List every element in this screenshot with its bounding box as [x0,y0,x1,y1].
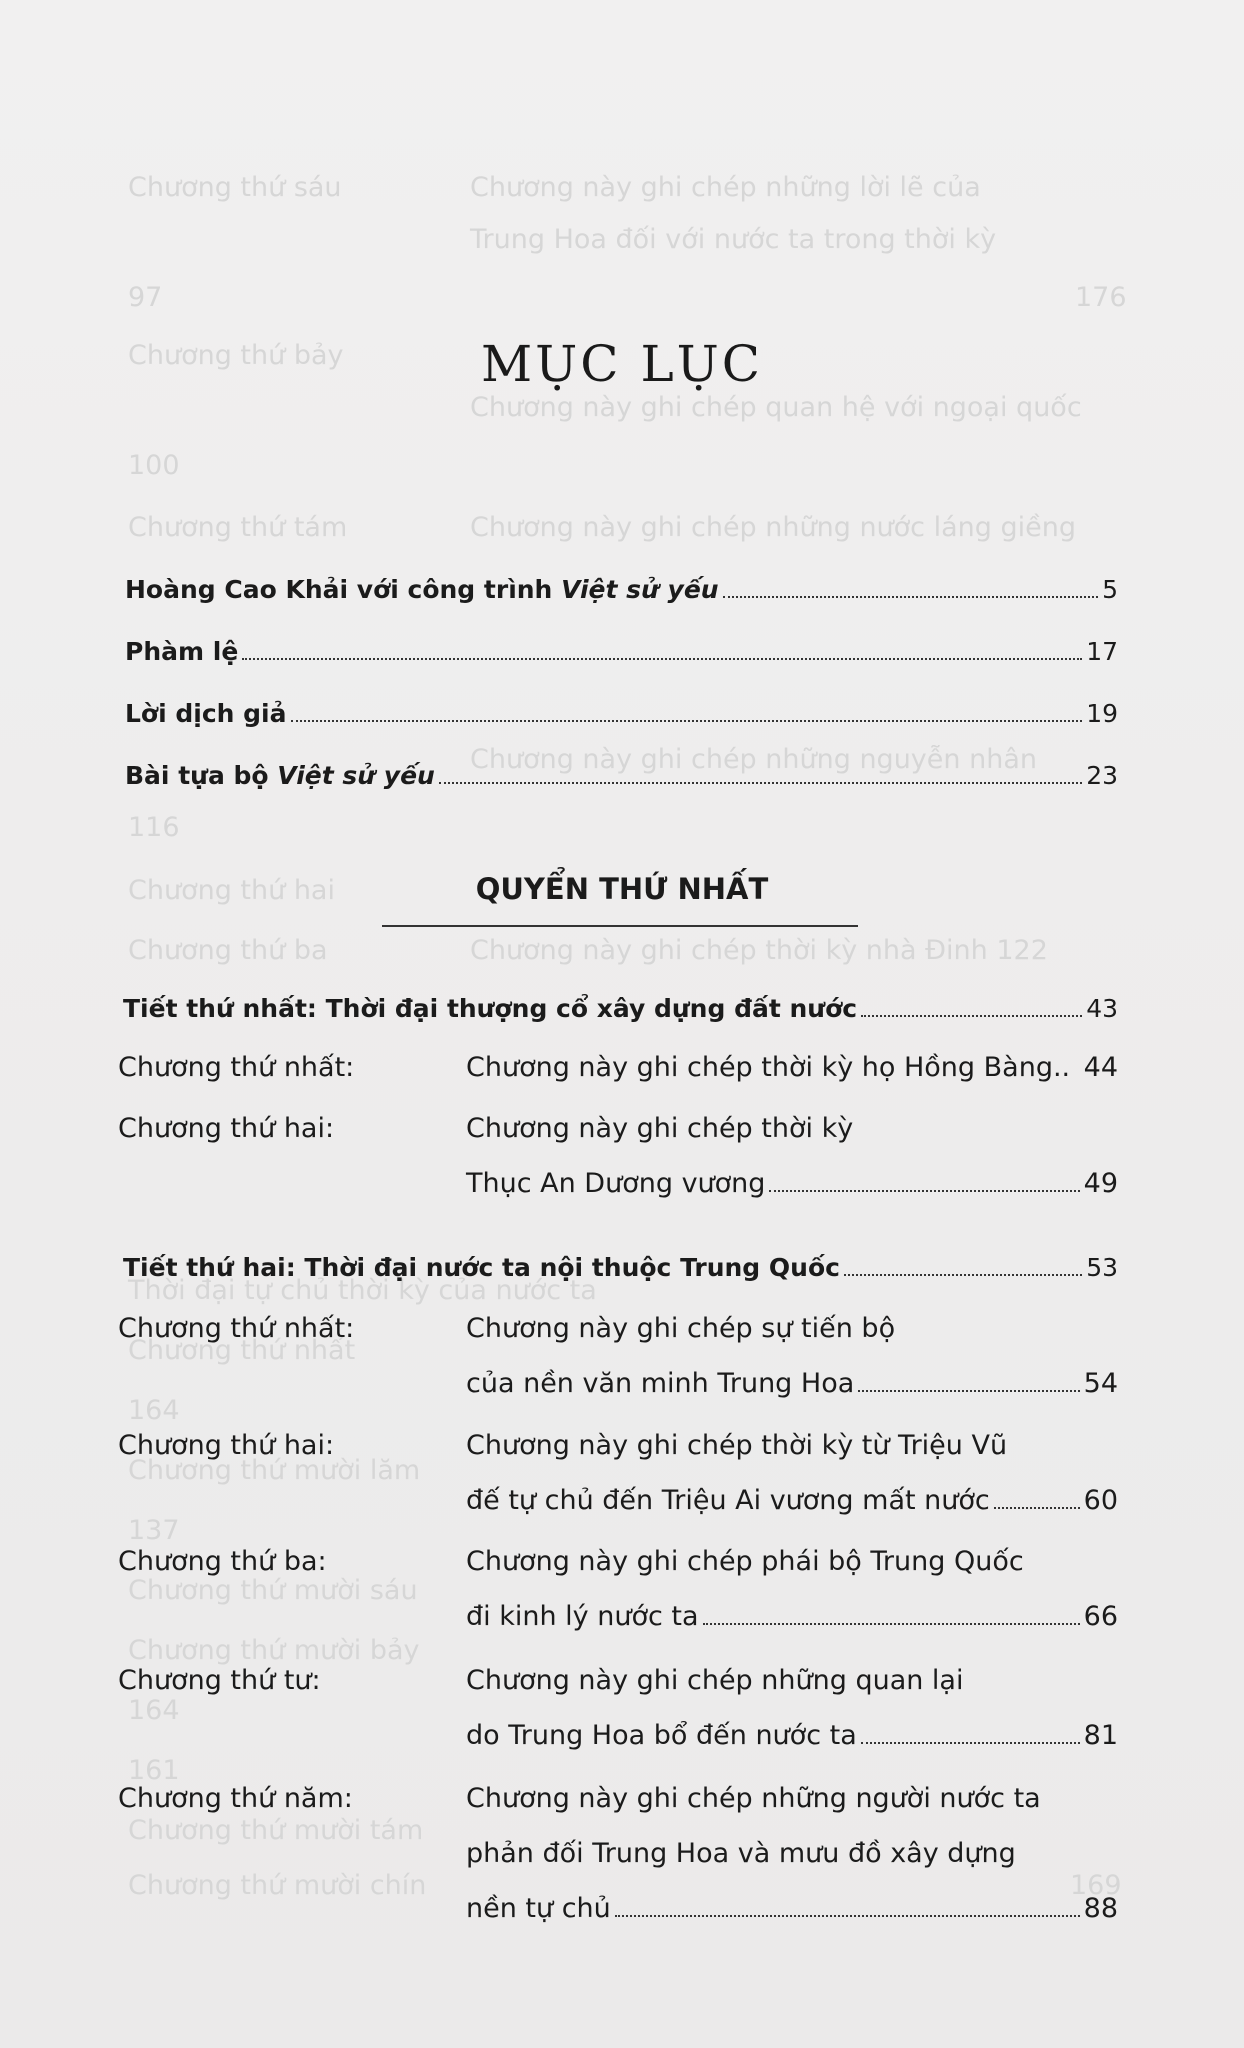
entry-title: Hoàng Cao Khải với công trình Việt sử yếu [125,575,719,604]
chapter-label: Chương thứ nhất: [118,1313,355,1344]
page-number: 19 [1086,699,1118,728]
dot-leader [723,595,1099,598]
chapter-description: Chương này ghi chép những quan lại do Trung Hoa bổ đến nước ta 81 [466,1665,1118,1751]
chapter-description: Chương này ghi chép phái bộ Trung Quốc đi kinh lý nước ta 66 [466,1546,1118,1632]
chapter-label: Chương thứ năm: [118,1783,353,1814]
chapter-description: Chương này ghi chép sự tiến bộ của nền văn minh Trung Hoa 54 [466,1313,1118,1399]
section-heading: Tiết thứ nhất: Thời đại thượng cổ xây dựng đất nước 43 [123,994,1118,1023]
chapter-description: Chương này ghi chép thời kỳ Thục An Dương vương 49 [466,1113,1118,1199]
page-number: 88 [1083,1893,1118,1924]
page-number: 23 [1086,761,1118,790]
chapter-description: Chương này ghi chép những người nước ta phản đối Trung Hoa và mưu đồ xây dựng nền tự chủ 88 [466,1783,1118,1924]
front-matter-item [125,575,1118,637]
dot-leader [439,781,1082,784]
chapter-label: Chương thứ tư: [118,1665,321,1696]
dot-leader [994,1506,1080,1509]
chapter-description: Chương này ghi chép thời kỳ họ Hồng Bàng.. 44 [466,1052,1118,1083]
dot-leader [861,1741,1080,1744]
page-number: 43 [1086,994,1118,1023]
dot-leader [291,719,1083,722]
bleed-through-background: Chương thứ sáu Chương này ghi chép những lời lẽ của Trung Hoa đối với nước ta trong thời kỳ 97 176 Chương thứ bảy Chương này ghi chép quan hệ với ngoại quốc 100 Chương thứ tám Chương này ghi chép những nước láng giềng Chương này ghi chép những nguyễn nhân 116 Chương thứ hai Chương thứ ba Chương này ghi chép thời kỳ nhà Đinh 122 Thời đại tự chủ thời kỳ của nước ta Chương thứ nhất 164 Chương thứ mười lăm 137 Chương thứ mười sáu Chương thứ mười bảy 164 161 Chương thứ mười tám Chương thứ mười chín 169 [128,172,1127,1901]
front-matter-item [125,699,1118,761]
page-title: MỤC LỤC [480,335,764,393]
page-number: 66 [1083,1601,1118,1632]
chapter-label: Chương thứ ba: [118,1546,327,1577]
chapter-label: Chương thứ hai: [118,1113,335,1144]
dot-leader [861,1014,1082,1017]
dot-leader [858,1389,1079,1392]
entry-title: Lời dịch giả [125,699,287,728]
front-matter-item [125,637,1118,699]
page-number: 60 [1083,1485,1118,1516]
dot-leader [844,1273,1082,1276]
front-matter-list [125,575,1118,823]
front-matter-item [125,761,1118,823]
page-number: 44 [1083,1052,1118,1083]
page-number: 49 [1083,1168,1118,1199]
chapter-label: Chương thứ nhất: [118,1052,355,1083]
page-number: 54 [1083,1368,1118,1399]
page-number: 53 [1086,1253,1118,1282]
page-number: 17 [1086,637,1118,666]
page-number: 81 [1083,1720,1118,1751]
dot-leader [242,657,1082,660]
page-number: 5 [1102,575,1118,604]
book-title: QUYỂN THỨ NHẤT [475,872,769,906]
chapter-description: Chương này ghi chép thời kỳ từ Triệu Vũ đế tự chủ đến Triệu Ai vương mất nước 60 [466,1430,1118,1516]
entry-title: Bài tựa bộ Việt sử yếu [125,761,435,790]
dot-leader [615,1914,1080,1917]
section-heading: Tiết thứ hai: Thời đại nước ta nội thuộc Trung Quốc 53 [123,1253,1118,1282]
dot-leader [703,1622,1080,1625]
dot-leader [769,1189,1079,1192]
chapter-label: Chương thứ hai: [118,1430,335,1461]
book-title-underline [382,925,858,927]
entry-title: Phàm lệ [125,637,239,666]
